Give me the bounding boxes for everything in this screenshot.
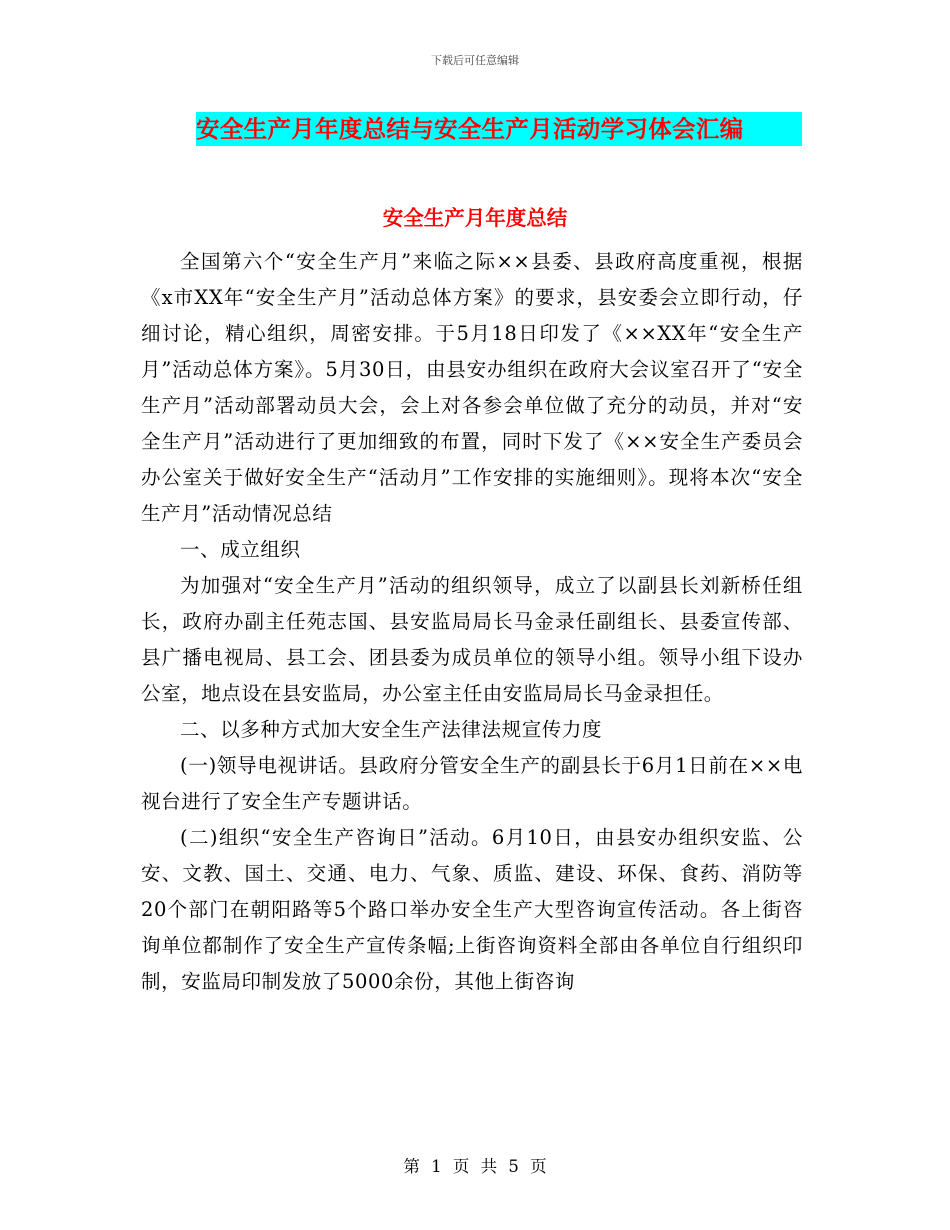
paragraph-intro: 全国第六个“安全生产月”来临之际××县委、县政府高度重视，根据《x市XX年“安全生产月”活动总体方案》的要求，县安委会立即行动，仔细讨论，精心组织，周密安排。于5月18日印发了《××XX年“安全生产月”活动总体方案》。5月30日，由县安办组织在政府大会议室召开了“安全生产月”活动部署动员大会，会上对各参会单位做了充分的动员，并对“安全生产月”活动进行了更加细致的布置，同时下发了《××安全生产委员会办公室关于做好安全生产“活动月”工作安排的实施细则》。现将本次“安全生产月”活动情况总结: [141, 250, 803, 525]
paragraph-organization: 为加强对“安全生产月”活动的组织领导，成立了以副县长刘新桥任组长，政府办副主任苑志国、县安监局局长马金录任副组长、县委宣传部、县广播电视局、县工会、团县委为成员单位的领导小组。领导小组下设办公室，地点设在县安监局，办公室主任由安监局局长马金录担任。: [141, 574, 803, 705]
header-note: 下载后可任意编辑: [431, 54, 519, 67]
section-heading-1: 一、成立组织: [180, 538, 301, 561]
paragraph-consultation-day: (二)组织“安全生产咨询日”活动。6月10日，由县安办组织安监、公安、文教、国土、交通、电力、气象、质监、建设、环保、食药、消防等20个部门在朝阳路等5个路口举办安全生产大型咨询宣传活动。各上街咨询单位都制作了安全生产宣传条幅;上街咨询资料全部由各单位自行组织印制，安监局印制发放了5000余份，其他上街咨询: [141, 826, 803, 993]
body-text: [141, 226, 803, 1000]
paragraph-tv-speech: (一)领导电视讲话。县政府分管安全生产的副县长于6月1日前在××电视台进行了安全生产专题讲话。: [141, 754, 803, 813]
main-title: 安全生产月年度总结与安全生产月活动学习体会汇编: [196, 112, 802, 146]
main-title-container: [196, 112, 802, 146]
page-number: 第 1 页 共 5 页: [403, 1157, 547, 1176]
sub-title: 安全生产月年度总结: [382, 206, 568, 230]
section-heading-2: 二、以多种方式加大安全生产法律法规宣传力度: [180, 718, 603, 741]
